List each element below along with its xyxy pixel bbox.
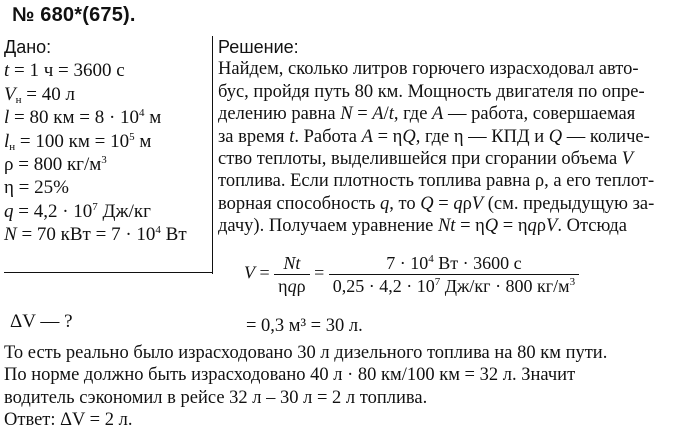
given-header: Дано:	[4, 37, 52, 57]
solution-line: топлива. Если плотность топлива равна ρ, а его теплот-	[218, 171, 655, 192]
solution-line: бус, пройдя путь 80 км. Мощность двигателя по опре-	[218, 81, 645, 102]
given-solution-divider	[212, 36, 213, 274]
conclusion-line: По норме должно быть израсходовано 40 л · 80 км/100 км = 32 л. Значит	[4, 365, 576, 386]
conclusion-line: водитель сэкономил в рейсе 32 л – 30 л = 2 л топлива.	[4, 387, 428, 408]
given-block	[4, 36, 212, 332]
problem-number: № 680*(675).	[12, 4, 136, 26]
formula-symbolic-fraction: $\frac{Nt}{\text{ηqρ}}$	[274, 252, 309, 297]
given-distance: l = 80 км = $8 \cdot 10^4$ м	[4, 107, 162, 129]
solution-line: Найдем, сколько литров горючего израсходовал авто-	[218, 59, 639, 80]
solution-header: Решение:	[218, 37, 299, 57]
given-power: N = 70 кВт = $7 \cdot 10^4$ Вт	[4, 224, 187, 246]
given-divider-rule	[4, 272, 212, 273]
solution-line: ворная способность q, то Q = qρV (см. предыдущую за-	[218, 193, 655, 214]
given-density: ρ = 800 $кг/м^3$	[4, 154, 107, 176]
given-volume-norm: $V_н = 40$ л	[4, 83, 75, 106]
conclusion-block	[4, 342, 698, 432]
solution-block	[218, 36, 696, 238]
given-heat-value: $q = 4,2 \cdot 10^7$ Дж/кг	[4, 200, 151, 222]
conclusion-line: То есть реально было израсходовано 30 л дизельного топлива на 80 км пути.	[4, 343, 608, 363]
answer-line: Ответ: ΔV = 2 л.	[4, 410, 133, 431]
given-distance-norm: $l_н = 100$ км = $10^5$ м	[4, 130, 152, 153]
given-unknown: ΔV — ?	[10, 311, 73, 332]
formula-numeric-fraction: $\frac{7 \cdot 10^4 Вт \cdot 3600 с}{0,25 \cdot 4,2 \cdot 10^7 Дж/кг \cdot 800 кг/м^3}$	[329, 252, 579, 297]
solution-line: за время t. Работа A = ηQ, где η — КПД и Q — количе-	[218, 126, 650, 147]
solution-line: ство теплоты, выделившейся при сгорании объема V	[218, 149, 634, 170]
given-efficiency: η = 25%	[4, 177, 69, 199]
solution-line: дачу). Получаем уравнение Nt = ηQ = ηqρV. Отсюда	[218, 216, 627, 237]
solution-line: делению равна N = A/t, где A — работа, совершаемая	[218, 104, 636, 125]
formula-result: = 0,3 м³ = 30 л.	[246, 316, 363, 336]
volume-formula: V = $\frac{Nt}{\text{ηqρ}}$ = $\frac{7 \cdot 10^4 Вт \cdot 3600 с}{0,25 \cdot 4,2 \cdot 10^7 Дж/кг \cdot 800 кг/м^3}$	[244, 252, 579, 297]
given-time: t = 1 ч = 3600 с	[4, 60, 125, 82]
